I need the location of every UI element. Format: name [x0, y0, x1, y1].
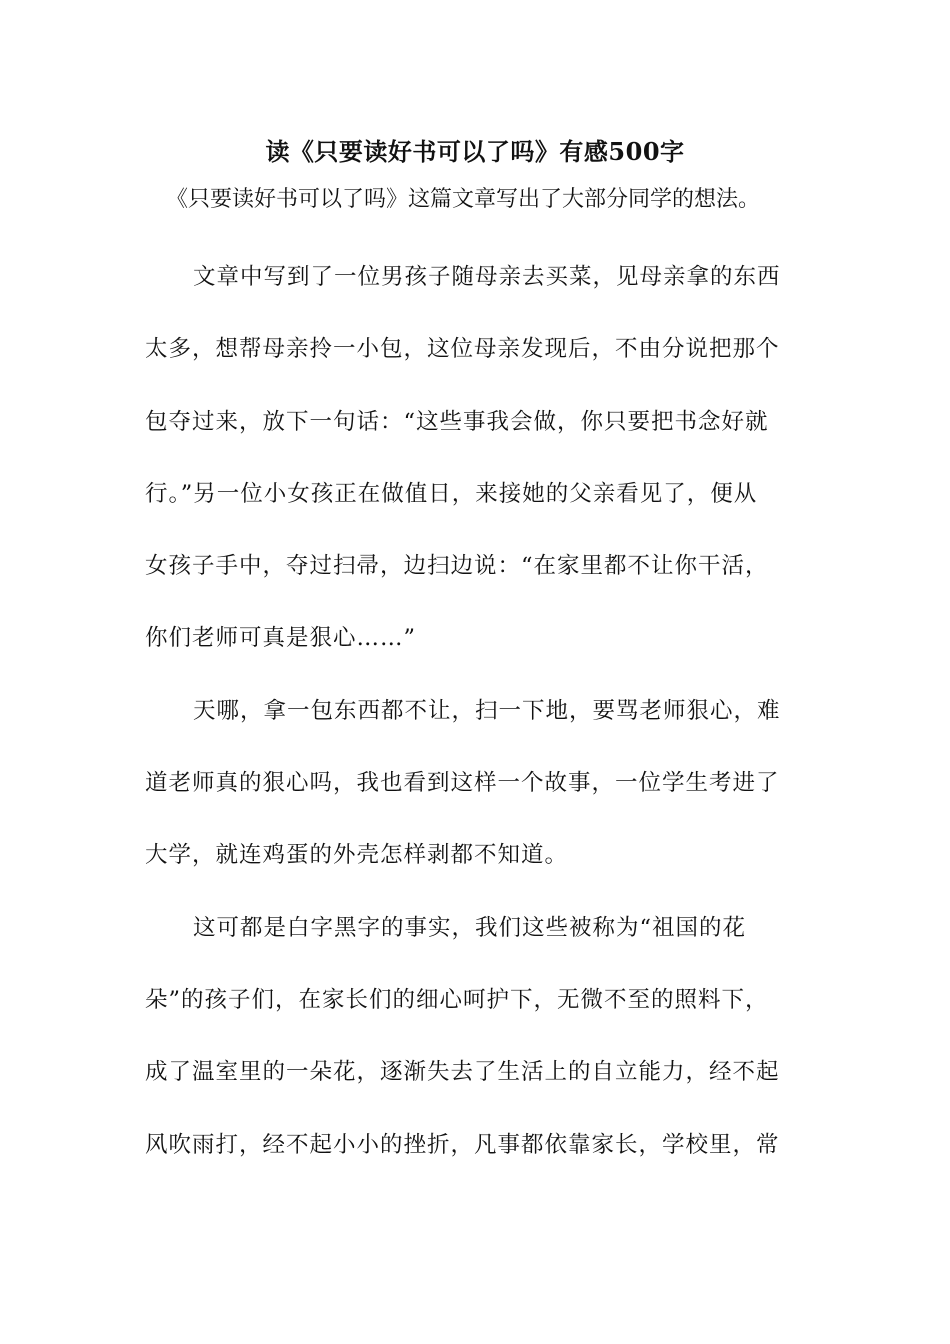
body-line: 风吹雨打，经不起小小的挫折，凡事都依靠家长，学校里，常 [145, 1131, 780, 1158]
body-line: 道老师真的狠心吗，我也看到这样一个故事，一位学生考进了 [145, 770, 780, 797]
body-line: 女孩子手中，夺过扫帚，边扫边说：“在家里都不让你干活， [145, 553, 769, 580]
document-intro: 《只要读好书可以了吗》这篇文章写出了大部分同学的想法。 [166, 187, 761, 212]
body-line: 你们老师可真是狠心……” [145, 625, 417, 652]
document-title: 读《只要读好书可以了吗》有感500字 [265, 137, 685, 166]
document-body [145, 259, 805, 1199]
body-line: 成了温室里的一朵花，逐渐失去了生活上的自立能力，经不起 [145, 1059, 780, 1086]
body-line: 大学，就连鸡蛋的外壳怎样剥都不知道。 [145, 842, 569, 869]
body-line: 包夺过来，放下一句话：“这些事我会做，你只要把书念好就 [145, 408, 769, 435]
body-line: 天哪，拿一包东西都不让，扫一下地，要骂老师狠心，难 [193, 697, 781, 724]
body-line: 朵”的孩子们，在家长们的细心呵护下，无微不至的照料下， [145, 986, 769, 1013]
body-line: 行。”另一位小女孩正在做值日，来接她的父亲看见了，便从 [145, 480, 758, 507]
body-line: 这可都是白字黑字的事实，我们这些被称为“祖国的花 [193, 914, 747, 941]
body-line: 文章中写到了一位男孩子随母亲去买菜，见母亲拿的东西 [193, 264, 781, 290]
body-line: 太多，想帮母亲拎一小包，这位母亲发现后，不由分说把那个 [145, 336, 780, 363]
